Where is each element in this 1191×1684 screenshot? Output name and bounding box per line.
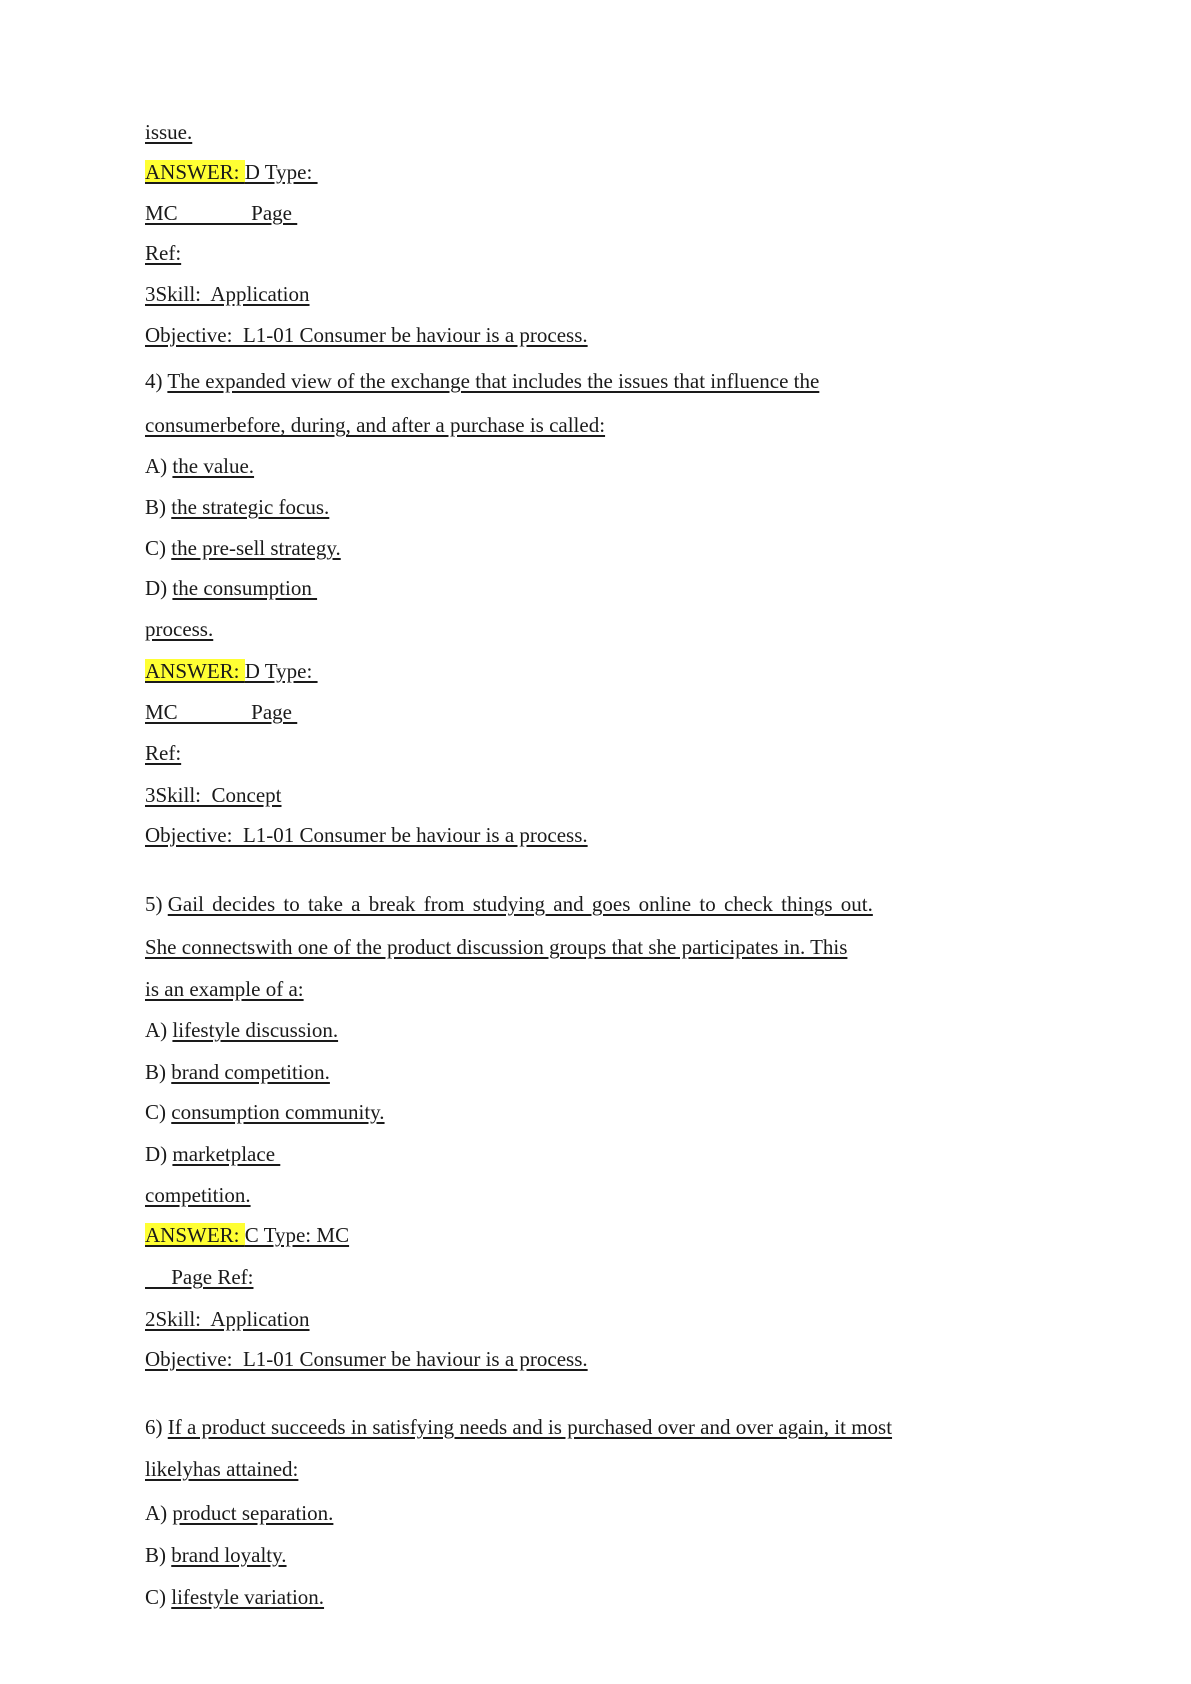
question-text: The expanded view of the exchange that includes the issues that influence the (167, 369, 820, 393)
answer-value: D Type: (244, 160, 318, 184)
question-5-stem-cont: She connectswith one of the product discussion groups that she participates in. This (145, 935, 848, 959)
question-number: 6) (145, 1415, 168, 1439)
question-3-continuation: issue. (145, 120, 193, 144)
option-label: A) (145, 1501, 173, 1525)
option-text: marketplace (172, 1142, 281, 1166)
objective-line: Objective: L1-01 Consumer be haviour is a process. (145, 823, 588, 847)
question-number: 5) (145, 892, 168, 916)
option-label: A) (145, 1018, 173, 1042)
option-c (145, 538, 341, 559)
option-d-cont: competition. (145, 1183, 251, 1207)
page-ref-line: Page Ref: (145, 1265, 254, 1289)
skill-line: 3Skill: Application (145, 282, 310, 306)
option-label: C) (145, 536, 172, 560)
option-text: product separation. (172, 1501, 334, 1525)
option-text: brand loyalty. (171, 1543, 287, 1567)
option-text: lifestyle variation. (171, 1585, 325, 1609)
option-label: B) (145, 1060, 172, 1084)
answer-label: ANSWER: (145, 659, 245, 683)
option-d (145, 1144, 280, 1165)
answer-line (145, 162, 318, 183)
option-label: D) (145, 1142, 173, 1166)
option-text: the pre-sell strategy. (171, 536, 341, 560)
option-a (145, 456, 254, 477)
question-4-stem (145, 371, 819, 392)
skill-line: 2Skill: Application (145, 1307, 310, 1331)
option-label: C) (145, 1585, 172, 1609)
answer-line (145, 1225, 349, 1246)
objective-line: Objective: L1-01 Consumer be haviour is a process. (145, 1347, 588, 1371)
skill-line: 3Skill: Concept (145, 783, 282, 807)
option-label: C) (145, 1100, 172, 1124)
option-b (145, 1062, 330, 1083)
option-d-cont: process. (145, 617, 214, 641)
ref-line: Ref: (145, 241, 182, 265)
type-page-line: MC Page (145, 201, 298, 225)
question-text: If a product succeeds in satisfying needs and is purchased over and over again, it most (167, 1415, 893, 1439)
option-a (145, 1503, 333, 1524)
option-label: D) (145, 576, 173, 600)
question-5-stem-cont: is an example of a: (145, 977, 304, 1001)
objective-line: Objective: L1-01 Consumer be haviour is a process. (145, 323, 588, 347)
option-label: B) (145, 1543, 172, 1567)
option-text: consumption community. (171, 1100, 385, 1124)
option-text: brand competition. (171, 1060, 330, 1084)
option-d (145, 578, 317, 599)
answer-label: ANSWER: (145, 160, 245, 184)
question-6-stem-cont: likelyhas attained: (145, 1457, 299, 1481)
option-b (145, 1545, 287, 1566)
answer-line (145, 661, 318, 682)
answer-value: C Type: MC (244, 1223, 350, 1247)
option-text: the strategic focus. (171, 495, 330, 519)
option-c (145, 1102, 385, 1123)
option-label: A) (145, 454, 173, 478)
question-5-stem (145, 894, 873, 915)
option-label: B) (145, 495, 172, 519)
answer-value: D Type: (244, 659, 318, 683)
ref-line: Ref: (145, 741, 182, 765)
question-text: Gail decides to take a break from studying and goes online to check things out. (167, 892, 873, 916)
question-6-stem (145, 1417, 892, 1438)
type-page-line: MC Page (145, 700, 298, 724)
option-text: lifestyle discussion. (172, 1018, 339, 1042)
question-4-stem-cont: consumerbefore, during, and after a purchase is called: (145, 413, 606, 437)
option-a (145, 1020, 338, 1041)
question-number: 4) (145, 369, 168, 393)
answer-label: ANSWER: (145, 1223, 245, 1247)
option-text: the value. (172, 454, 255, 478)
option-b (145, 497, 329, 518)
option-c (145, 1587, 324, 1608)
option-text: the consumption (172, 576, 318, 600)
